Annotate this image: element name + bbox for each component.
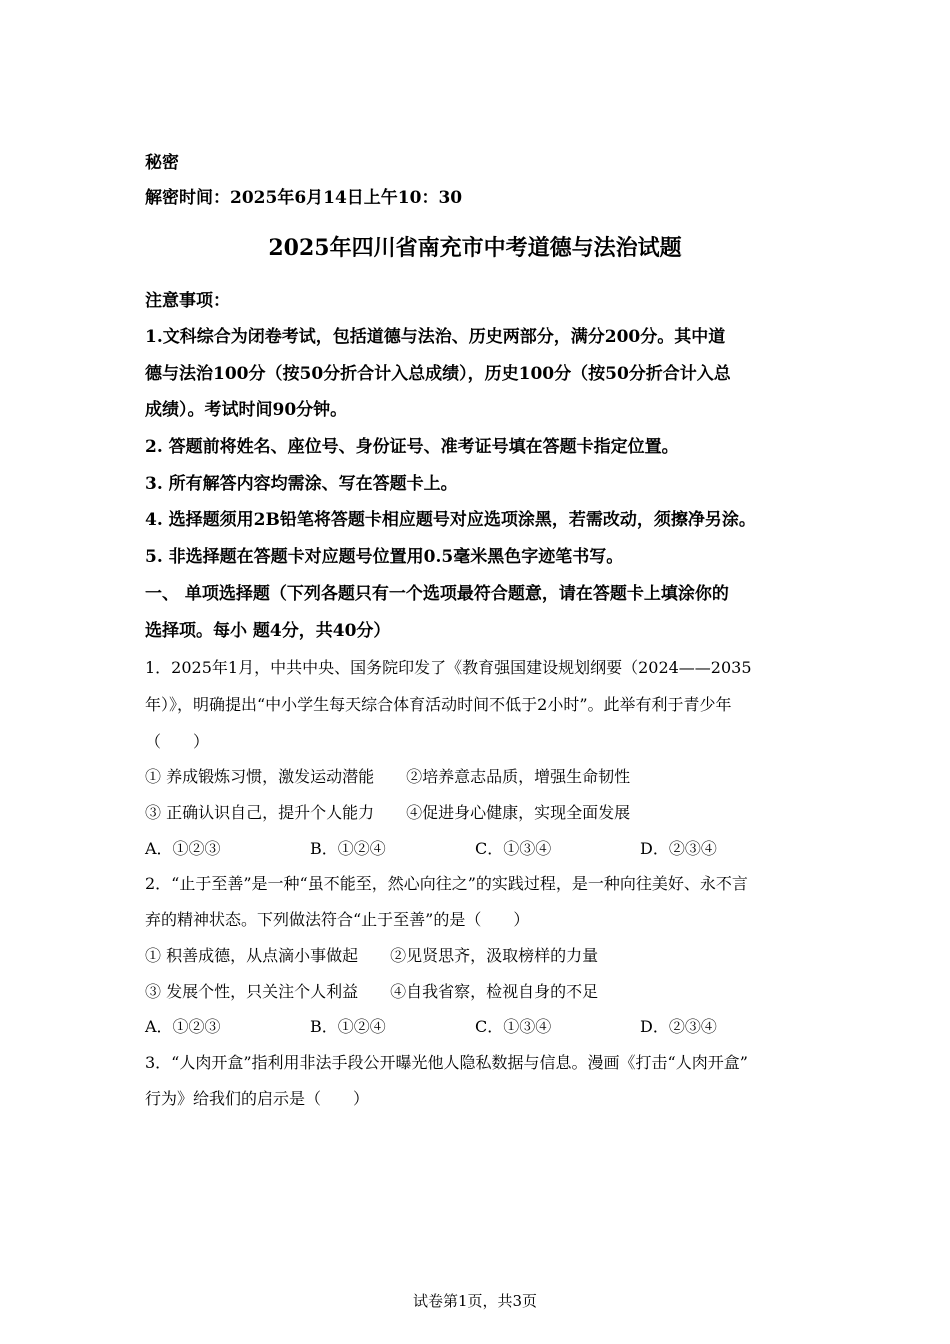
question-2-stem: 弃的精神状态。下列做法符合“止于至善”的是（ ） <box>145 910 530 929</box>
question-2-item: ① 积善成德，从点滴小事做起 ②见贤思齐，汲取榜样的力量 <box>145 946 599 965</box>
question-1-item: ① 养成锻炼习惯，激发运动潜能 ②培养意志品质，增强生命韧性 <box>145 767 631 786</box>
question-1-item: ③ 正确认识自己，提升个人能力 ④促进身心健康，实现全面发展 <box>145 803 631 822</box>
secret-label: 秘密 <box>145 153 179 173</box>
question-2-option-c[interactable]: C．①③④ <box>475 1017 552 1036</box>
unseal-time: 解密时间：2025年6月14日上午10：30 <box>145 188 463 208</box>
question-3-stem: 3．“人肉开盒”指利用非法手段公开曝光他人隐私数据与信息。漫画《打击“人肉开盒” <box>145 1053 748 1072</box>
notice-line: 成绩）。考试时间90分钟。 <box>145 400 348 420</box>
question-3-stem: 行为》给我们的启示是（ ） <box>145 1089 370 1108</box>
page-footer: 试卷第1页，共3页 <box>412 1292 538 1310</box>
section-heading-cont: 选择项。每小 题4分，共40分） <box>145 621 391 641</box>
question-1-option-c[interactable]: C．①③④ <box>475 839 552 858</box>
question-1-option-d[interactable]: D．②③④ <box>640 839 717 858</box>
notice-line: 5. 非选择题在答题卡对应题号位置用0.5毫米黑色字迹笔书写。 <box>145 547 624 567</box>
section-heading: 一、 单项选择题（下列各题只有一个选项最符合题意，请在答题卡上填涂你的 <box>145 584 729 604</box>
notice-line: 1.文科综合为闭卷考试，包括道德与法治、历史两部分，满分200分。其中道 <box>145 327 726 347</box>
notice-line: 2. 答题前将姓名、座位号、身份证号、准考证号填在答题卡指定位置。 <box>145 437 679 457</box>
notice-line: 3. 所有解答内容均需涂、写在答题卡上。 <box>145 474 458 494</box>
question-2-option-a[interactable]: A．①②③ <box>145 1017 221 1036</box>
notice-heading: 注意事项： <box>145 291 230 311</box>
question-1-option-a[interactable]: A．①②③ <box>145 839 221 858</box>
question-1-stem: 1．2025年1月，中共中央、国务院印发了《教育强国建设规划纲要（2024——2035 <box>145 658 752 677</box>
question-2-item: ③ 发展个性，只关注个人利益 ④自我省察，检视自身的不足 <box>145 982 599 1001</box>
notice-line: 德与法治100分（按50分折合计入总成绩），历史100分（按50分折合计入总 <box>145 364 731 384</box>
page-title: 2025年四川省南充市中考道德与法治试题 <box>268 235 682 261</box>
question-2-option-d[interactable]: D．②③④ <box>640 1017 717 1036</box>
question-1-stem: 年）》，明确提出“中小学生每天综合体育活动时间不低于2小时”。此举有利于青少年 <box>145 695 732 714</box>
notice-line: 4. 选择题须用2B铅笔将答题卡相应题号对应选项涂黑，若需改动，须擦净另涂。 <box>145 510 756 530</box>
question-2-option-b[interactable]: B．①②④ <box>310 1017 386 1036</box>
question-1-option-b[interactable]: B．①②④ <box>310 839 386 858</box>
question-1-answer-bracket: （ ） <box>145 732 210 751</box>
question-2-stem: 2．“止于至善”是一种“虽不能至，然心向往之”的实践过程，是一种向往美好、永不言 <box>145 874 748 893</box>
